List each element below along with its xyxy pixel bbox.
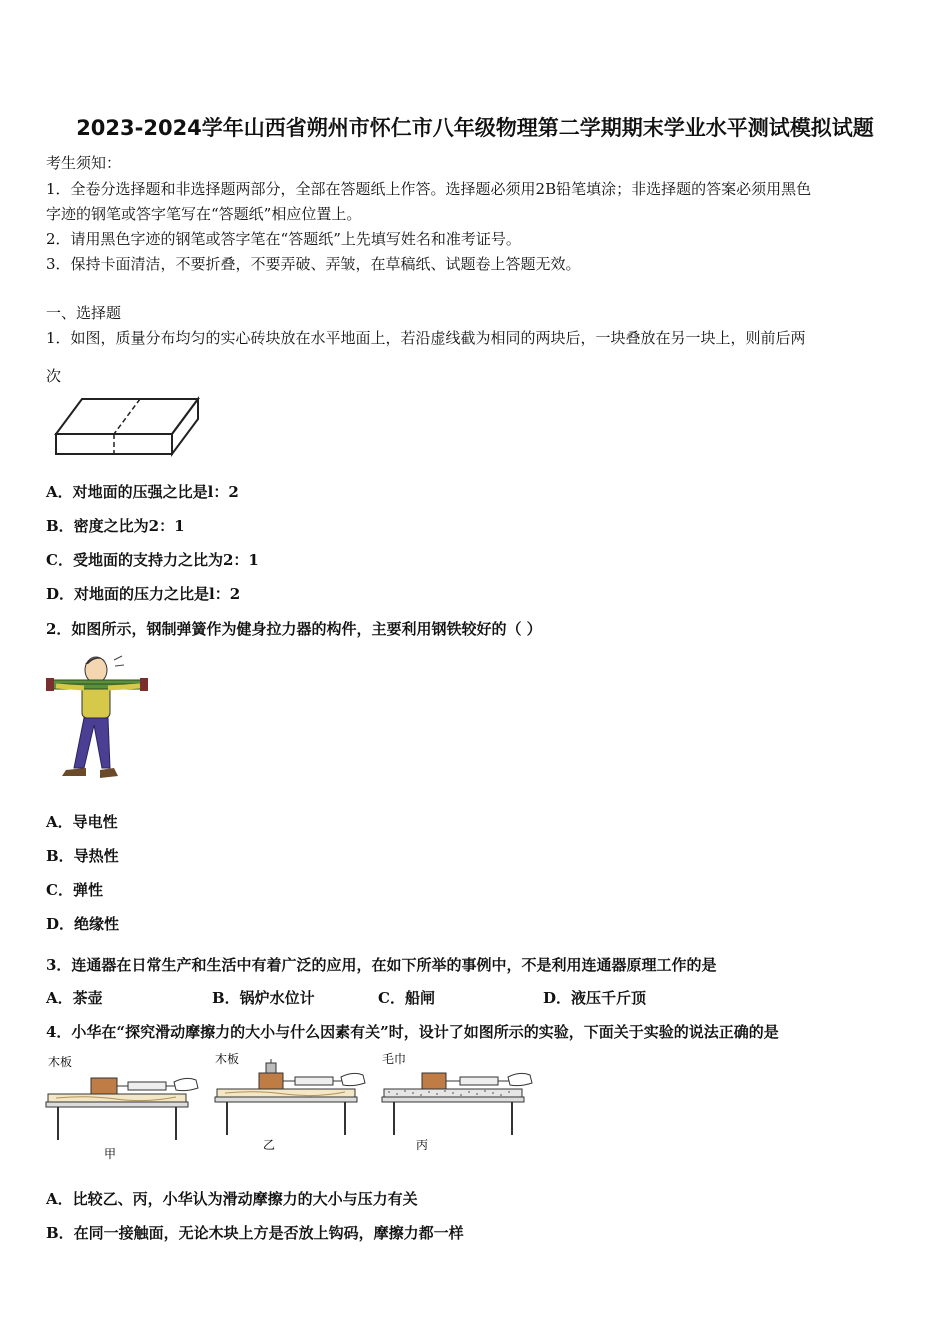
q4-stem: 4．小华在“探究滑动摩擦力的大小与什么因素有关”时，设计了如图所示的实验，下面关于实验的说法正确的是 xyxy=(46,1023,779,1041)
q2-stem: 2．如图所示，钢制弹簧作为健身拉力器的构件，主要利用钢铁较好的（ ） xyxy=(46,620,542,638)
q3-option-d: D．液压千斤顶 xyxy=(543,989,647,1007)
q3-option-a: A．茶壶 xyxy=(46,989,103,1007)
notice-item-2: 2．请用黑色字迹的钢笔或答字笔在“答题纸”上先填写姓名和准考证号。 xyxy=(46,230,521,248)
page-title: 2023-2024学年山西省朔州市怀仁市八年级物理第二学期期末学业水平测试模拟试题 xyxy=(76,116,874,140)
q2-option-c: C．弹性 xyxy=(46,881,103,899)
section-heading: 一、选择题 xyxy=(46,304,122,322)
brick-figure xyxy=(52,396,202,458)
notice-item-1-cont: 字迹的钢笔或答字笔写在“答题纸”相应位置上。 xyxy=(46,205,362,223)
friction-figure-a xyxy=(46,1052,206,1164)
surface-label-b: 木板 xyxy=(215,1052,240,1066)
notice-item-1: 1．全卷分选择题和非选择题两部分，全部在答题纸上作答。选择题必须用2B铅笔填涂；非选择题的答案必须用黑色 xyxy=(46,180,812,198)
q1-option-b: B．密度之比为2：1 xyxy=(46,517,185,535)
q4-option-b: B．在同一接触面，无论木块上方是否放上钩码，摩擦力都一样 xyxy=(46,1224,464,1242)
figure-caption-c: 丙 xyxy=(416,1138,429,1152)
figure-caption-b: 乙 xyxy=(263,1138,276,1152)
friction-figure-c xyxy=(380,1049,540,1161)
notice-heading: 考生须知： xyxy=(46,154,122,172)
q3-stem: 3．连通器在日常生产和生活中有着广泛的应用，在如下所举的事例中，不是利用连通器原理工作的是 xyxy=(46,956,717,974)
q3-option-c: C．船闸 xyxy=(378,989,435,1007)
q1-option-c: C．受地面的支持力之比为2：1 xyxy=(46,551,259,569)
q3-option-b: B．锅炉水位计 xyxy=(212,989,315,1007)
surface-label-c: 毛巾 xyxy=(382,1052,407,1066)
exerciser-figure xyxy=(44,650,152,788)
q1-option-d: D．对地面的压力之比是l：2 xyxy=(46,585,241,603)
figure-caption-a: 甲 xyxy=(104,1147,117,1161)
q2-option-d: D．绝缘性 xyxy=(46,915,120,933)
q2-option-a: A．导电性 xyxy=(46,813,118,831)
surface-label-a: 木板 xyxy=(48,1055,73,1069)
q1-option-a: A．对地面的压强之比是l：2 xyxy=(46,483,239,501)
notice-item-3: 3．保持卡面清洁，不要折叠，不要弄破、弄皱，在草稿纸、试题卷上答题无效。 xyxy=(46,255,581,273)
q1-stem: 1．如图，质量分布均匀的实心砖块放在水平地面上，若沿虚线截为相同的两块后，一块叠放在另一块上，则前后两 xyxy=(46,329,806,347)
q2-option-b: B．导热性 xyxy=(46,847,119,865)
q4-option-a: A．比较乙、丙，小华认为滑动摩擦力的大小与压力有关 xyxy=(46,1190,418,1208)
q1-stem-cont: 次 xyxy=(46,367,62,385)
friction-figure-b xyxy=(213,1049,373,1161)
